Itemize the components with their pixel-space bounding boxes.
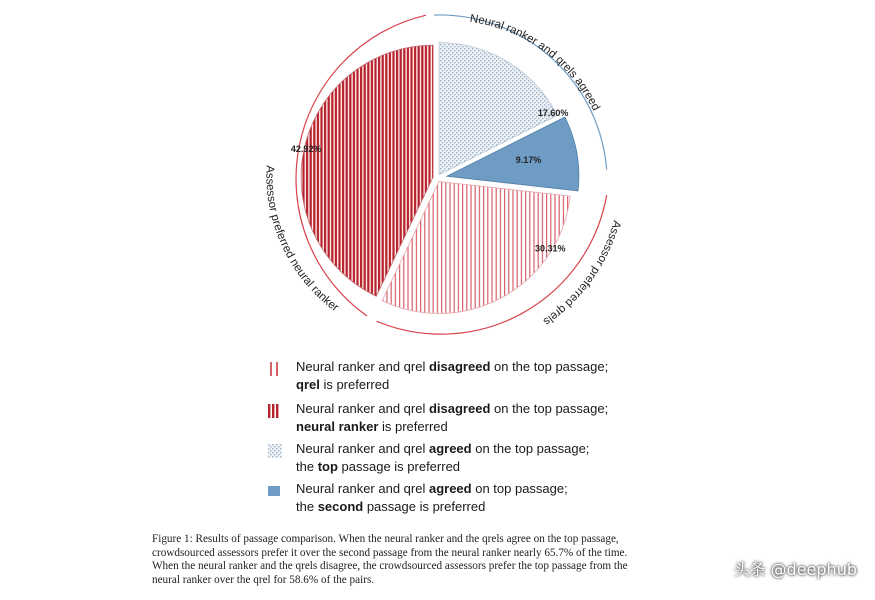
pct-label-agreed-second: 9.17%: [515, 155, 542, 166]
legend-text-3d: passage is preferred: [337, 459, 461, 474]
thin-stripe-swatch-icon: [268, 362, 282, 376]
legend-text-3a: Neural ranker and qrel: [296, 441, 429, 456]
legend-text-1c: is preferred: [319, 377, 390, 392]
legend-text-1a: Neural ranker and qrel: [296, 359, 429, 374]
legend-bold-3a: agreed: [428, 441, 472, 456]
legend-text-2c: is preferred: [378, 419, 448, 434]
legend-text-3c: the: [296, 459, 318, 474]
legend-bold-4a: agreed: [428, 481, 472, 496]
pct-label-agreed-top: 17.60%: [537, 108, 569, 119]
legend-item-disagreed-neural: [262, 400, 662, 436]
legend-bold-2a: disagreed: [428, 401, 491, 416]
caption-line-4: neural ranker over the qrel for 58.6% of the pairs.: [152, 573, 375, 586]
solid-blue-swatch-icon: [268, 484, 282, 498]
pct-label-disagreed-neural: 42.92%: [290, 143, 322, 154]
pct-label-disagreed-qrel: 30.31%: [535, 243, 566, 254]
group-label-qrels: Assessor preferred qrels: [540, 218, 623, 328]
legend-text-2b: on the top passage;: [490, 401, 609, 416]
dotted-swatch-icon: [268, 444, 282, 458]
figure-caption: [152, 533, 732, 587]
legend-item-disagreed-qrel: [262, 358, 662, 394]
legend-text-1b: on the top passage;: [490, 359, 609, 374]
group-label-agreed: Neural ranker and qrels agreed: [469, 12, 602, 113]
group-label-neural: Assessor preferred neural ranker: [263, 165, 341, 315]
caption-line-2: crowdsourced assessors prefer it over the second passage from the neural ranker nearly 65.7% of the time.: [152, 546, 628, 559]
legend-text-4a: Neural ranker and qrel: [296, 481, 429, 496]
legend-text-4d: passage is preferred: [363, 499, 486, 514]
legend: [262, 358, 662, 516]
legend-item-agreed-top: [262, 440, 662, 476]
legend-bold-3b: top: [317, 459, 338, 474]
caption-line-1: Figure 1: Results of passage comparison. When the neural ranker and the qrels agree on the top passage,: [152, 533, 619, 545]
legend-text-3b: on the top passage;: [471, 441, 590, 456]
thick-stripe-swatch-icon: [268, 404, 282, 418]
watermark: 头条 @deephub: [733, 560, 857, 579]
legend-bold-2b: neural ranker: [296, 419, 379, 434]
caption-line-3: When the neural ranker and the qrels disagree, the crowdsourced assessors prefer the top passage from the: [152, 560, 628, 573]
legend-bold-4b: second: [317, 499, 364, 514]
legend-text-4b: on top passage;: [471, 481, 568, 496]
legend-item-agreed-second: [262, 480, 662, 516]
legend-text-2a: Neural ranker and qrel: [296, 401, 429, 416]
legend-bold-1a: disagreed: [428, 359, 491, 374]
legend-bold-1b: qrel: [296, 377, 320, 392]
legend-text-4c: the: [296, 499, 318, 514]
